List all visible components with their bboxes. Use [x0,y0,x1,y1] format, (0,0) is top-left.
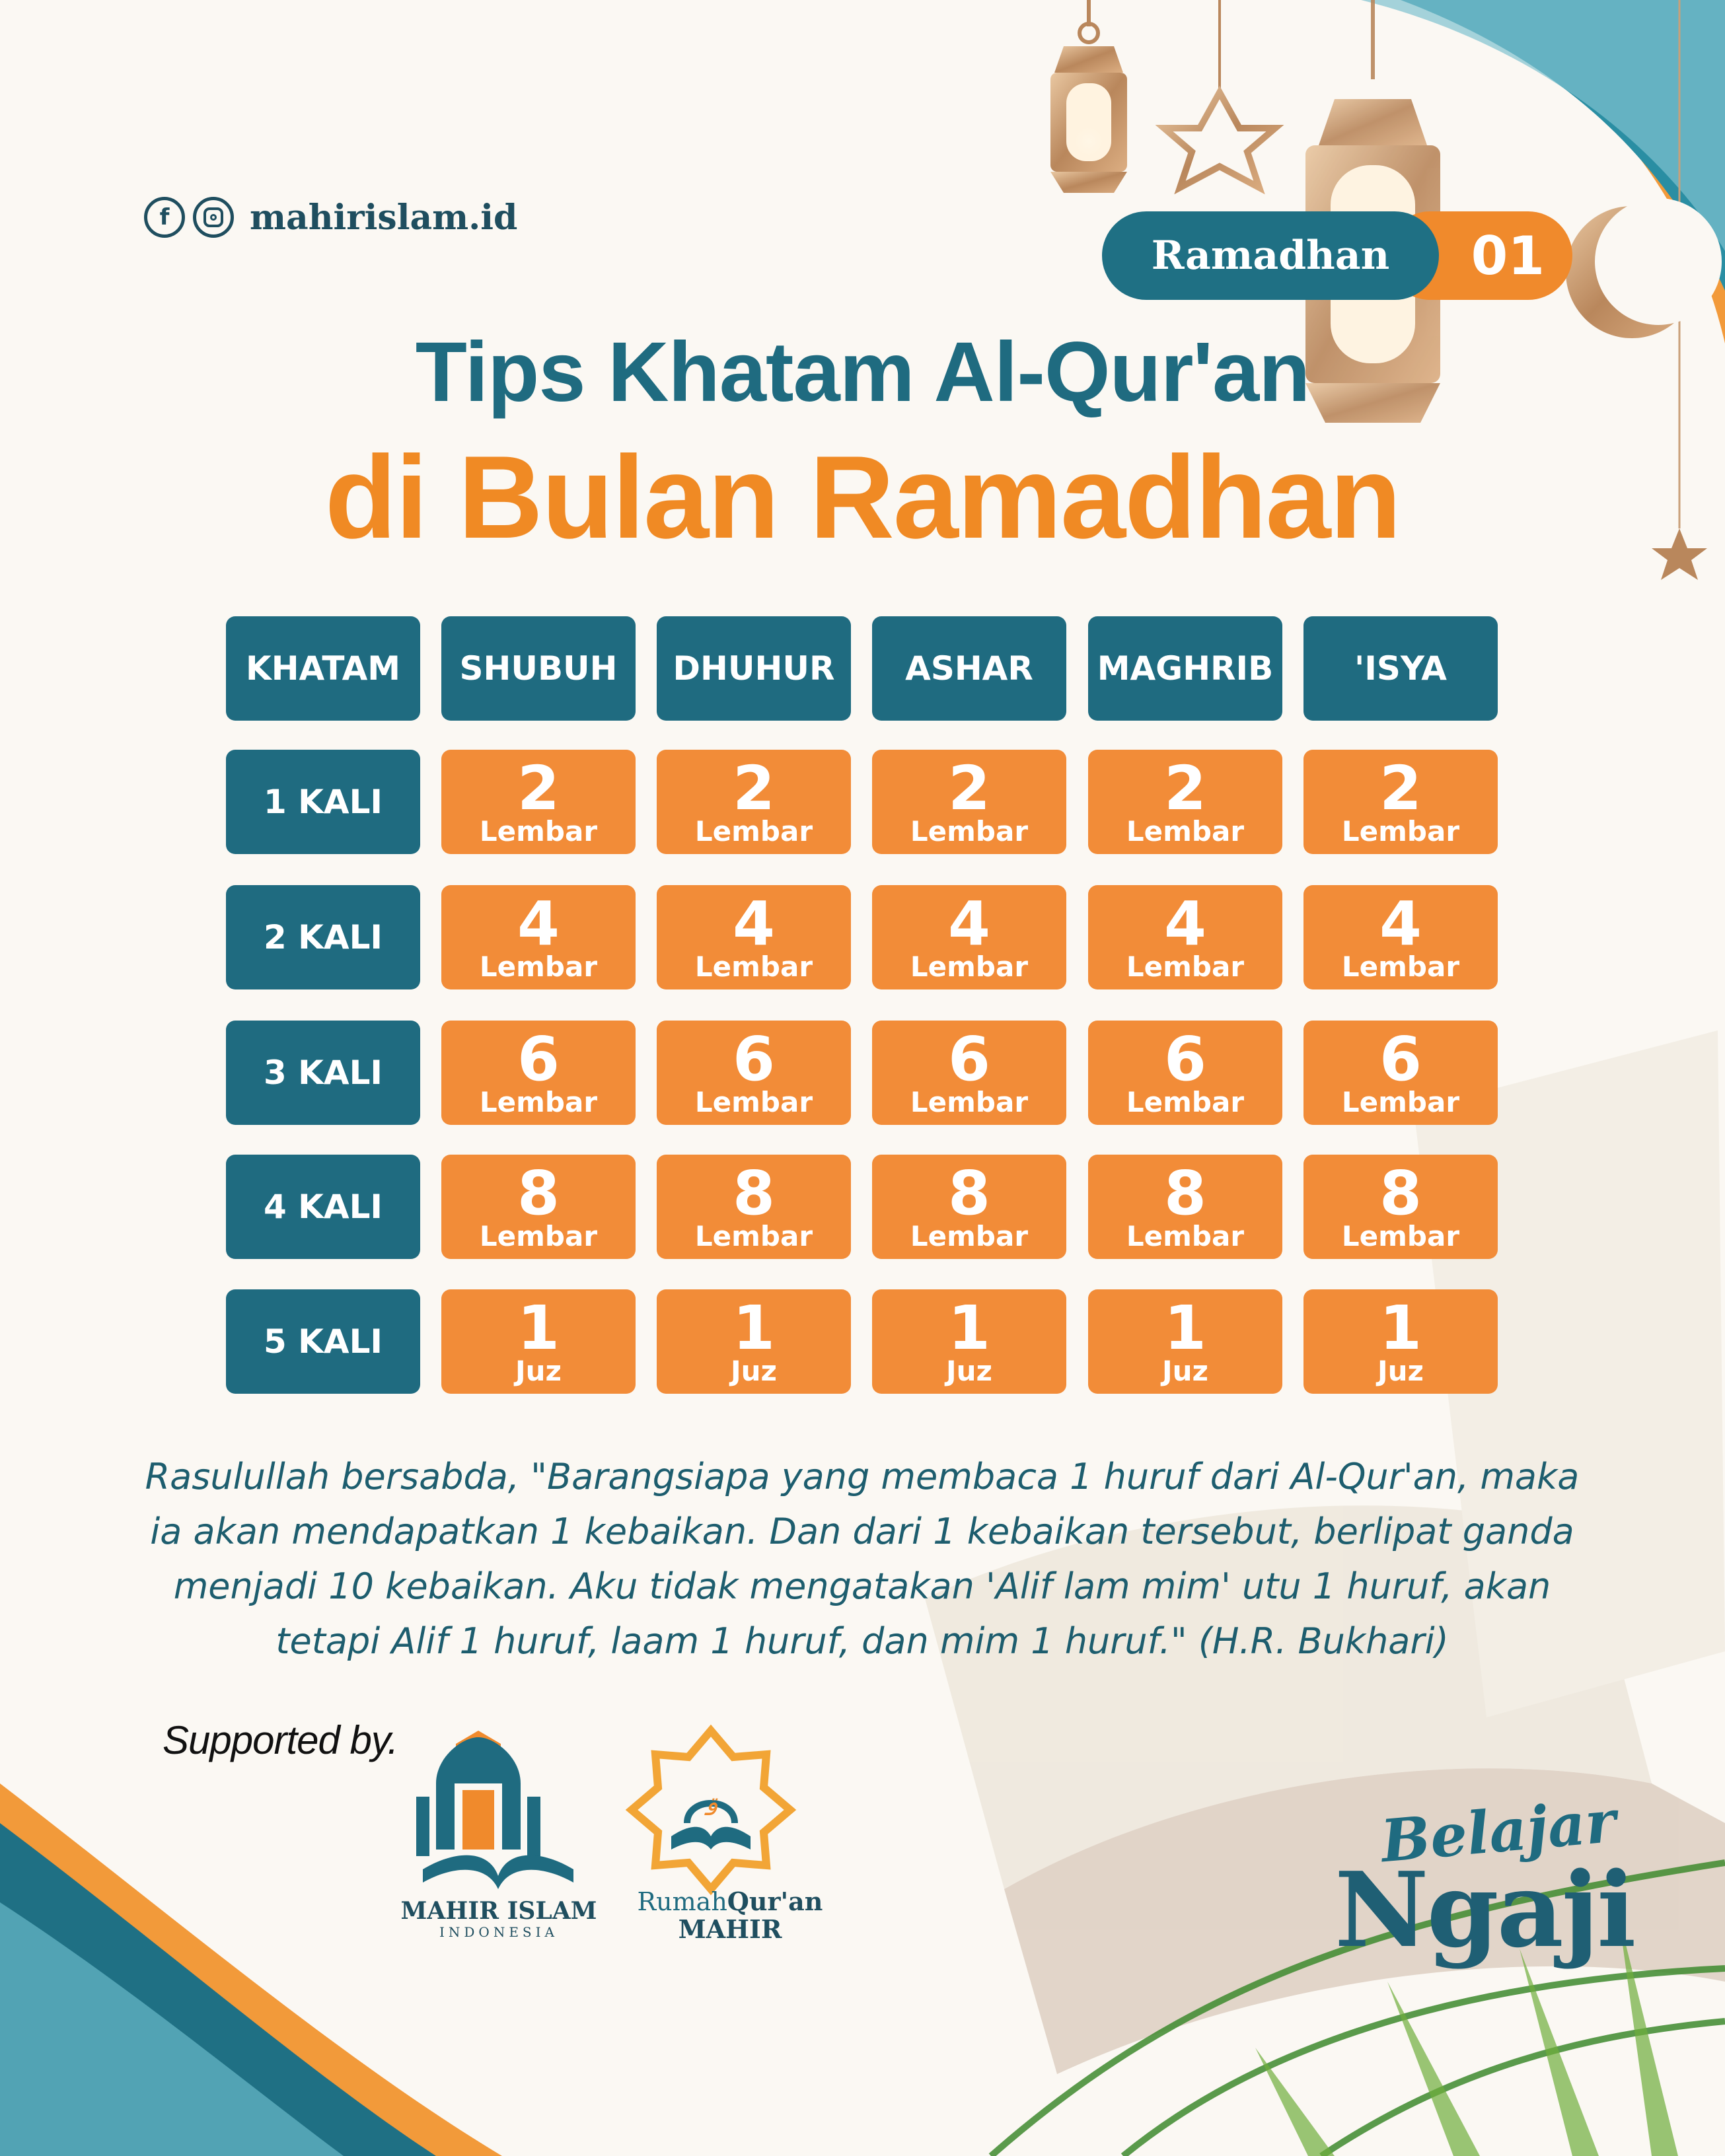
cell-number: 1 [732,1293,775,1363]
cell-unit: Lembar [910,951,1029,983]
cell-unit: Lembar [910,1220,1029,1252]
row-label: 2 KALI [226,885,420,989]
row-label: 3 KALI [226,1021,420,1125]
table-cell [1088,1289,1282,1394]
cell-unit: Lembar [910,1086,1029,1118]
hadith-line: tetapi Alif 1 huruf, laam 1 huruf, dan mim 1 huruf." (H.R. Bukhari) [275,1620,1449,1662]
table-cell [872,885,1066,989]
cell-unit: Lembar [1341,1086,1460,1118]
ramadhan-badge [1102,211,1572,300]
cell-number: 4 [732,888,775,959]
cell-number: 8 [1379,1158,1422,1229]
cell-number: 4 [517,888,560,959]
table-cell [1303,885,1498,989]
cell-number: 6 [1163,1024,1206,1095]
table-cell [657,1155,851,1259]
social-handle-text: mahirislam.id [250,197,518,238]
cell-unit: Lembar [479,1086,598,1118]
col-header-ashar: ASHAR [872,616,1066,721]
table-cell [441,1155,636,1259]
cell-unit: Juz [515,1355,562,1387]
cell-number: 2 [1163,753,1206,824]
rumah-quran-name [614,1886,846,1916]
table-cell [872,1289,1066,1394]
cell-number: 2 [732,753,775,824]
cell-unit: Lembar [694,815,813,847]
cell-unit: Lembar [694,951,813,983]
table-cell [1088,1155,1282,1259]
row-label: 4 KALI [226,1155,420,1259]
badge-number: 01 [1386,211,1572,300]
table-cell [657,750,851,854]
svg-text:ﻗ: ﻗ [704,1791,717,1822]
mahir-islam-sub: INDONESIA [439,1924,558,1940]
cell-unit: Lembar [1126,1086,1245,1118]
cell-unit: Juz [1377,1355,1424,1387]
col-header-maghrib: MAGHRIB [1088,616,1282,721]
cell-unit: Lembar [1341,1220,1460,1252]
cell-number: 8 [732,1158,775,1229]
supported-by-label: Supported by. [163,1718,398,1762]
hadith-quote [92,1449,1632,1669]
cell-number: 1 [517,1293,560,1363]
hadith-line: menjadi 10 kebaikan. Aku tidak mengatakan 'Alif lam mim' utu 1 huruf, akan [173,1565,1551,1607]
cell-number: 2 [947,753,990,824]
instagram-icon[interactable] [193,197,234,238]
table-cell [1303,1155,1498,1259]
row-label: 1 KALI [226,750,420,854]
col-header-isya: 'ISYA [1303,616,1498,721]
table-cell [1088,885,1282,989]
cell-number: 1 [947,1293,990,1363]
cell-number: 8 [947,1158,990,1229]
cell-unit: Lembar [910,815,1029,847]
facebook-icon[interactable]: f [144,197,185,238]
badge-label: Ramadhan [1102,211,1439,300]
table-cell [657,1021,851,1125]
cell-unit: Lembar [1126,815,1245,847]
brand-script: Belajar [1378,1786,1619,1876]
cell-number: 4 [947,888,990,959]
table-cell [657,885,851,989]
table-cell [872,750,1066,854]
cell-number: 4 [1379,888,1422,959]
cell-number: 2 [1379,753,1422,824]
cell-unit: Juz [731,1355,777,1387]
social-handle [144,197,517,238]
table-cell [441,1289,636,1394]
title-line-1: Tips Khatam Al-Qur'an [415,325,1310,419]
col-header-khatam: KHATAM [226,616,420,721]
cell-number: 4 [1163,888,1206,959]
cell-number: 2 [517,753,560,824]
table-cell [441,1021,636,1125]
cell-unit: Juz [1162,1355,1208,1387]
rumah-quran-mahir: MAHIR [678,1914,782,1944]
table-cell [657,1289,851,1394]
table-cell [872,1021,1066,1125]
cell-number: 8 [517,1158,560,1229]
mahir-islam-name: MAHIR ISLAM [400,1897,597,1925]
table-cell [441,750,636,854]
title-line-2: di Bulan Ramadhan [324,431,1401,563]
cell-number: 6 [947,1024,990,1095]
table-cell [1303,750,1498,854]
cell-number: 6 [732,1024,775,1095]
cell-number: 6 [517,1024,560,1095]
cell-number: 1 [1163,1293,1206,1363]
brand-main: Ngaji [1335,1850,1634,1970]
table-cell [872,1155,1066,1259]
cell-unit: Lembar [694,1086,813,1118]
cell-unit: Lembar [479,951,598,983]
cell-unit: Lembar [1341,951,1460,983]
cell-unit: Lembar [1126,1220,1245,1252]
cell-unit: Lembar [1341,815,1460,847]
cell-unit: Lembar [694,1220,813,1252]
table-cell [1088,1021,1282,1125]
table-cell [1303,1021,1498,1125]
cell-unit: Juz [946,1355,992,1387]
cell-unit: Lembar [479,1220,598,1252]
hadith-line: ia akan mendapatkan 1 kebaikan. Dan dari 1 kebaikan tersebut, berlipat ganda [150,1511,1574,1552]
cell-unit: Lembar [479,815,598,847]
table-cell [1088,750,1282,854]
table-cell [1303,1289,1498,1394]
rumah-quran-prefix: Rumah [637,1887,727,1916]
col-header-dhuhur: DHUHUR [657,616,851,721]
cell-number: 6 [1379,1024,1422,1095]
hadith-line: Rasulullah bersabda, "Barangsiapa yang membaca 1 huruf dari Al-Qur'an, maka [145,1456,1580,1497]
col-header-shubuh: SHUBUH [441,616,636,721]
row-label: 5 KALI [226,1289,420,1394]
rumah-quran-bold: Qur'an [727,1886,823,1916]
cell-unit: Lembar [1126,951,1245,983]
cell-number: 8 [1163,1158,1206,1229]
table-cell [441,885,636,989]
cell-number: 1 [1379,1293,1422,1363]
